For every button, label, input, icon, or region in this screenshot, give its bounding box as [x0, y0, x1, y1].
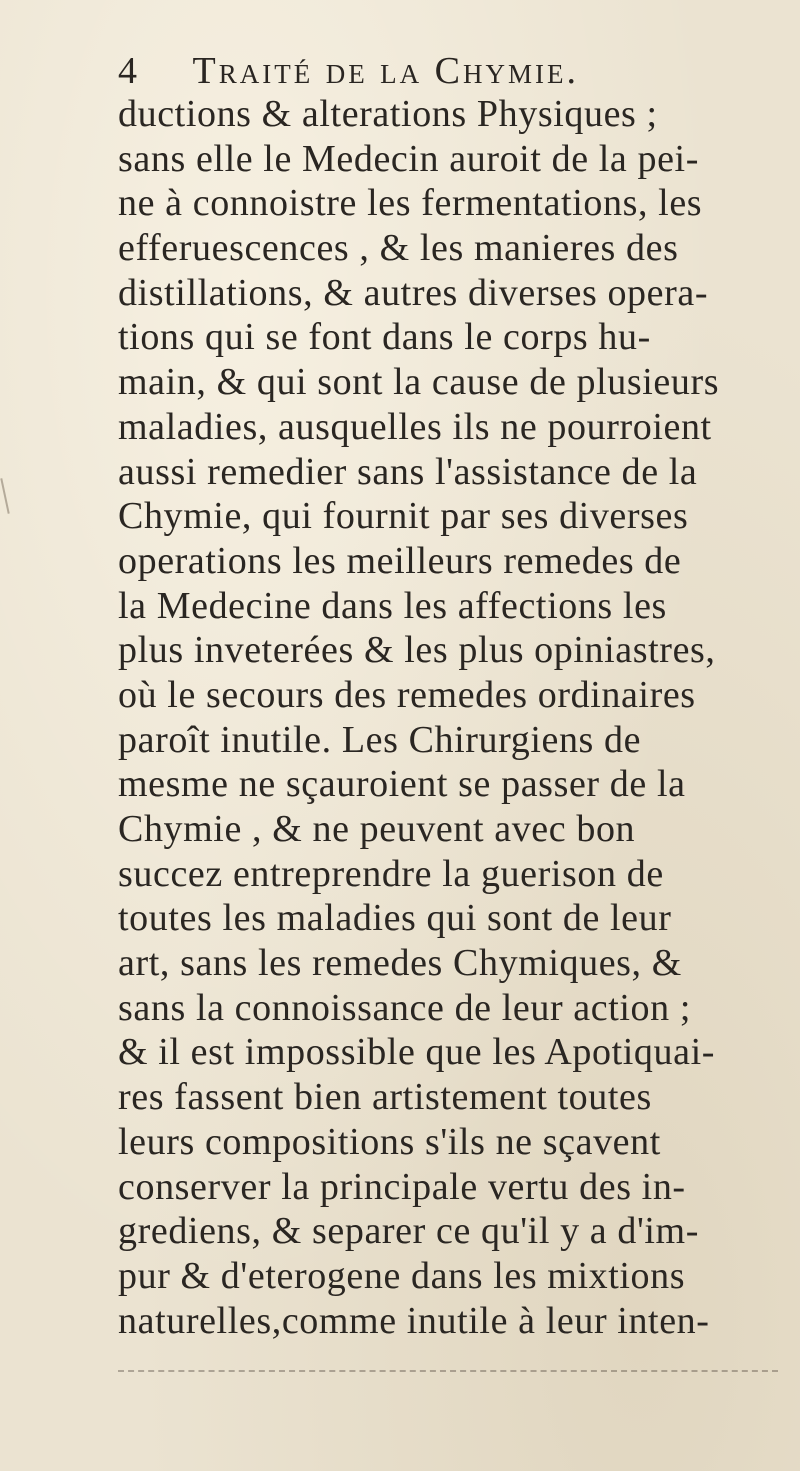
text-line: ductions & alterations Physiques ; — [118, 93, 658, 135]
body-text — [118, 92, 798, 1343]
text-line: plus inveterées & les plus opiniastres, — [118, 629, 716, 672]
page-header — [118, 46, 738, 96]
text-line: naturelles,comme inutile à leur inten- — [118, 1299, 710, 1342]
text-line: tions qui se font dans le corps hu- — [118, 316, 651, 359]
text-line: aussi remedier sans l'assistance de la — [118, 450, 698, 493]
text-line: conserver la principale vertu des in- — [118, 1165, 686, 1208]
text-line: toutes les maladies qui sont de leur — [118, 897, 672, 940]
text-line: leurs compositions s'ils ne sçavent — [118, 1120, 661, 1163]
text-line: succez entreprendre la guerison de — [118, 852, 664, 895]
text-line: paroît inutile. Les Chirurgiens de — [118, 718, 642, 761]
margin-mark — [0, 478, 9, 514]
text-line: sans elle le Medecin auroit de la pei- — [118, 137, 699, 180]
running-title: Traité de la Chymie. — [192, 50, 580, 92]
text-line: operations les meilleurs remedes de — [118, 539, 682, 582]
text-line: res fassent bien artistement toutes — [118, 1076, 652, 1119]
text-line: la Medecine dans les affections les — [118, 584, 667, 627]
text-line: grediens, & separer ce qu'il y a d'im- — [118, 1210, 699, 1253]
text-line: ne à connoistre les fermentations, les — [118, 182, 703, 225]
text-line: maladies, ausquelles ils ne pourroient — [118, 405, 712, 448]
text-line: efferuescences , & les manieres des — [118, 227, 679, 270]
text-line: & il est impossible que les Apotiquai- — [118, 1031, 715, 1074]
text-line: distillations, & autres diverses opera- — [118, 271, 709, 314]
text-line: Chymie, qui fournit par ses diverses — [118, 495, 689, 538]
text-line: mesme ne sçauroient se passer de la — [118, 763, 686, 806]
page-bottom-edge — [118, 1370, 778, 1374]
text-line: art, sans les remedes Chymiques, & — [118, 942, 682, 985]
text-line: pur & d'eterogene dans les mixtions — [118, 1254, 686, 1297]
page-number: 4 — [118, 50, 140, 92]
text-line: sans la connoissance de leur action ; — [118, 986, 692, 1029]
text-line: Chymie , & ne peuvent avec bon — [118, 808, 636, 850]
text-line: main, & qui sont la cause de plusieurs — [118, 361, 720, 404]
text-line: où le secours des remedes ordinaires — [118, 673, 696, 716]
